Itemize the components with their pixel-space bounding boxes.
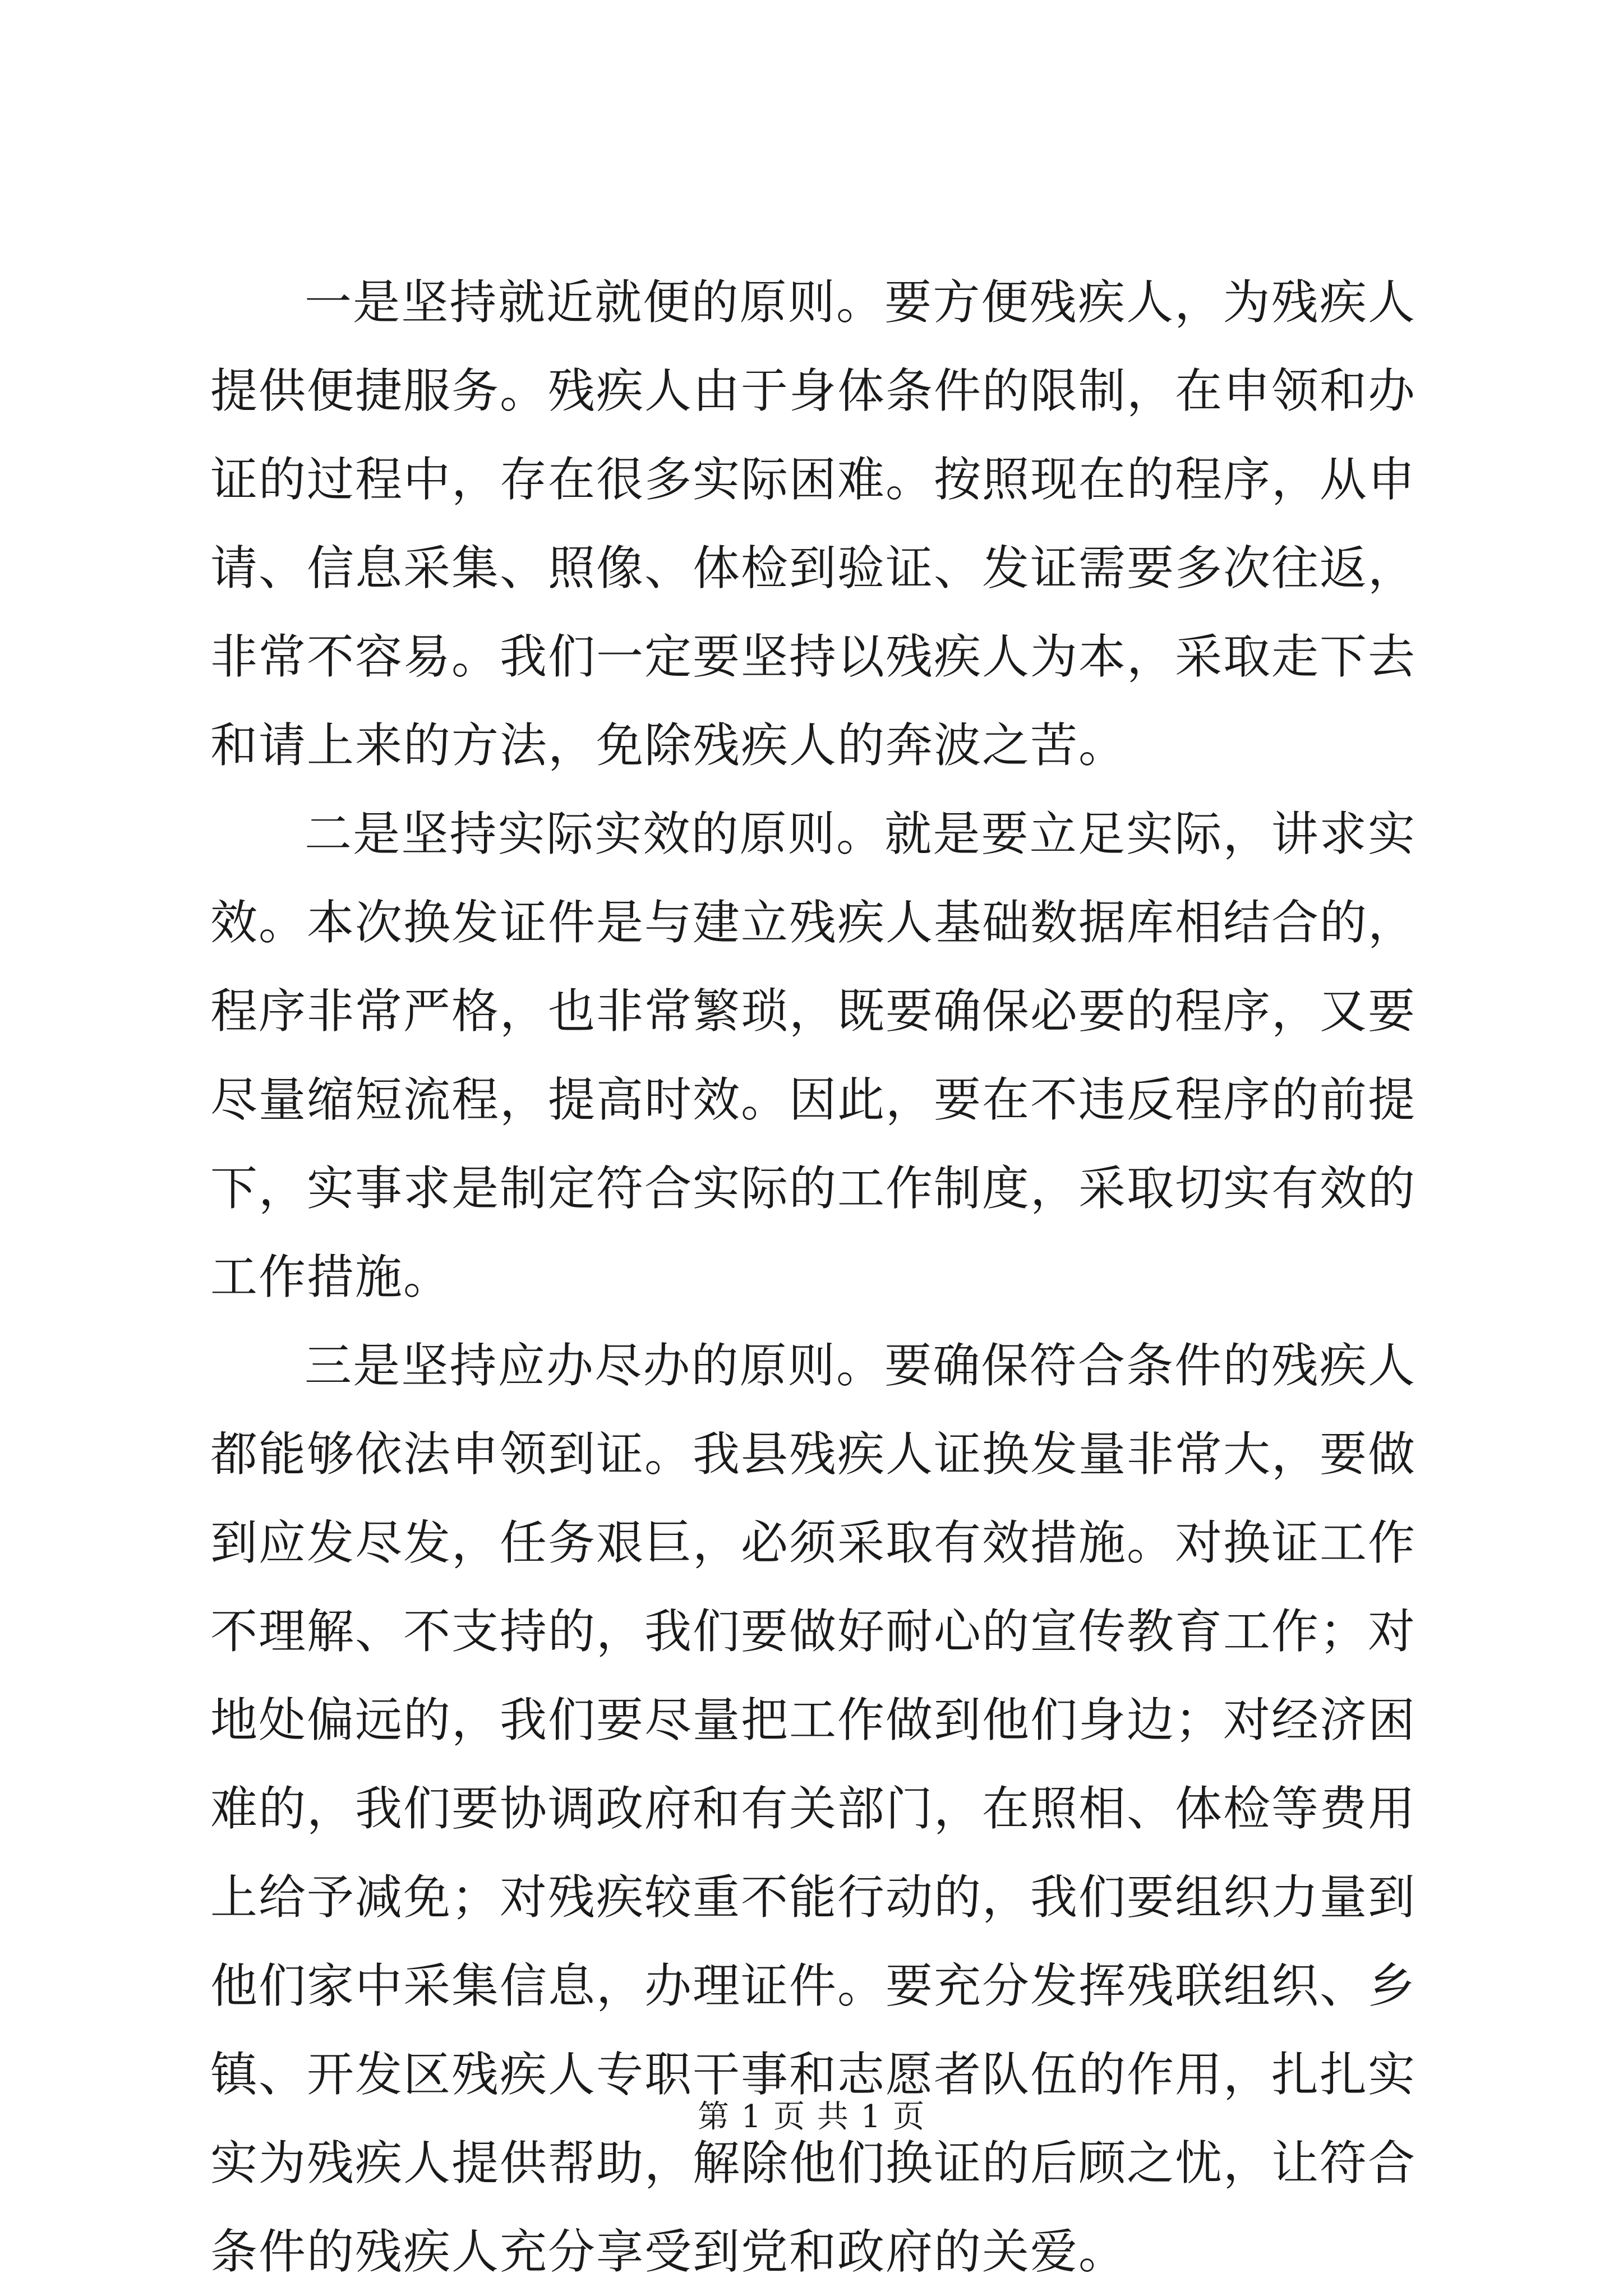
paragraph-1: 一是坚持就近就便的原则。要方便残疾人，为残疾人提供便捷服务。残疾人由于身体条件的限制，在申领和办证的过程中，存在很多实际困难。按照现在的程序，从申请、信息采集、照像、体检到验证、发证需要多次往返，非常不容易。我们一定要坚持以残疾人为本，采取走下去和请上来的方法，免除残疾人的奔波之苦。 <box>210 275 1417 773</box>
paragraph-2: 二是坚持实际实效的原则。就是要立足实际，讲求实效。本次换发证件是与建立残疾人基础数据库相结合的，程序非常严格，也非常繁琐，既要确保必要的程序，又要尽量缩短流程，提高时效。因此，要在不违反程序的前提下，实事求是制定符合实际的工作制度，采取切实有效的工作措施。 <box>210 806 1417 1304</box>
paragraph-3: 三是坚持应办尽办的原则。要确保符合条件的残疾人都能够依法申领到证。我县残疾人证换发量非常大，要做到应发尽发，任务艰巨，必须采取有效措施。对换证工作不理解、不支持的，我们要做好耐心的宣传教育工作；对地处偏远的，我们要尽量把工作做到他们身边；对经济困难的，我们要协调政府和有关部门，在照相、体检等费用上给予减免；对残疾较重不能行动的，我们要组织力量到他们家中采集信息，办理证件。要充分发挥残联组织、乡镇、开发区残疾人专职干事和志愿者队伍的作用，扎扎实实为残疾人提供帮助，解除他们换证的后顾之忧，让符合条件的残疾人充分享受到党和政府的关爱。 <box>210 1338 1417 2279</box>
document-body <box>210 258 1416 2296</box>
page-footer: 第 1 页 共 1 页 <box>697 2099 926 2135</box>
